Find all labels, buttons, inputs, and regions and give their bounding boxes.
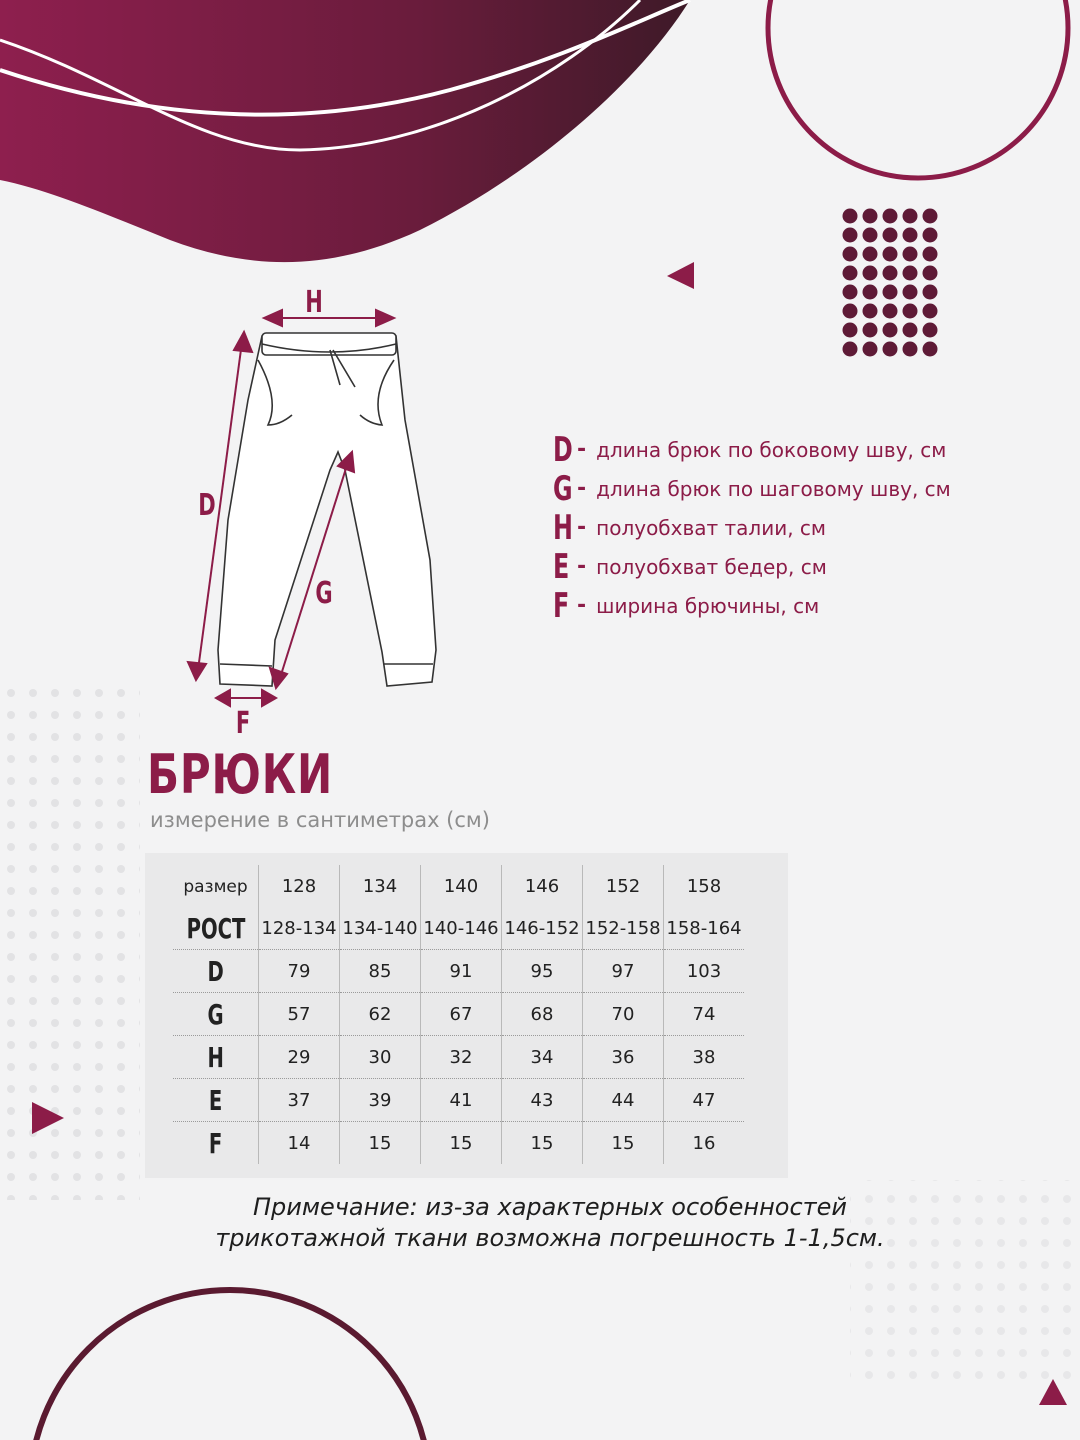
- grid-dot: [903, 304, 918, 319]
- pants-outline: [218, 333, 436, 686]
- table-row: [173, 993, 744, 1036]
- legend-letter: G: [553, 468, 573, 509]
- table-cell: 91: [421, 950, 502, 993]
- table-cell: 140: [421, 865, 502, 907]
- table-cell: 70: [583, 993, 664, 1036]
- legend-item: [553, 430, 1023, 469]
- table-cell: 134-140: [340, 907, 421, 950]
- grid-dot: [883, 266, 898, 281]
- table-cell: 68: [502, 993, 583, 1036]
- size-table-panel: [145, 853, 788, 1178]
- table-row: [173, 1122, 744, 1165]
- grid-dot: [863, 266, 878, 281]
- row-header: [173, 1122, 259, 1165]
- legend-letter: H: [553, 507, 573, 548]
- note-line-2: трикотажной ткани возможна погрешность 1-1,5см.: [215, 1224, 885, 1252]
- table-cell: 34: [502, 1036, 583, 1079]
- table-cell: 37: [259, 1079, 340, 1122]
- table-cell: 43: [502, 1079, 583, 1122]
- table-cell: 74: [664, 993, 745, 1036]
- table-cell: 158: [686, 875, 722, 897]
- grid-dot: [883, 285, 898, 300]
- table-cell: 95: [502, 950, 583, 993]
- grid-dot: [863, 323, 878, 338]
- grid-dot: [903, 266, 918, 281]
- row-header: [173, 950, 259, 993]
- table-cell: 36: [583, 1036, 664, 1079]
- size-table: [173, 865, 744, 1164]
- grid-dot: [843, 228, 858, 243]
- table-cell: 97: [583, 950, 664, 993]
- grid-dot: [883, 209, 898, 224]
- table-cell: 30: [340, 1036, 421, 1079]
- row-header-label: E: [208, 1083, 223, 1117]
- grid-dot: [863, 247, 878, 262]
- grid-dot: [903, 228, 918, 243]
- row-header-label: H: [207, 1040, 224, 1074]
- legend-item: [553, 547, 1023, 586]
- top-wave-shape: [0, 0, 690, 262]
- legend-item: [553, 469, 1023, 508]
- row-header-label: размер: [183, 876, 248, 897]
- grid-dot: [843, 323, 858, 338]
- legend-text: полуобхват бедер, см: [596, 554, 827, 579]
- grid-dot: [923, 247, 938, 262]
- row-header: [173, 993, 259, 1036]
- grid-dot: [923, 209, 938, 224]
- pants-diagram: [180, 280, 470, 750]
- table-cell: 134: [340, 865, 421, 907]
- legend-text: ширина брючины, см: [596, 593, 820, 618]
- legend-letter: D: [553, 429, 573, 470]
- table-cell: 15: [583, 1122, 664, 1165]
- table-cell: 15: [502, 1122, 583, 1165]
- bottom-left-circle: [30, 1290, 430, 1440]
- grid-dot: [863, 228, 878, 243]
- table-cell: 14: [259, 1122, 340, 1165]
- grid-dot: [903, 247, 918, 262]
- grid-dot: [923, 285, 938, 300]
- table-cell: 47: [664, 1079, 745, 1122]
- legend-text: длина брюк по боковому шву, см: [596, 437, 947, 462]
- table-cell: 146: [502, 865, 583, 907]
- table-cell: 146-152: [502, 907, 583, 950]
- table-cell: 140-146: [421, 907, 502, 950]
- table-cell: 15: [421, 1122, 502, 1165]
- row-header: [173, 1036, 259, 1079]
- row-header-label: G: [207, 997, 224, 1031]
- grid-dot: [843, 285, 858, 300]
- table-cell: 62: [340, 993, 421, 1036]
- table-row: [173, 865, 744, 907]
- grid-dot: [923, 304, 938, 319]
- label-g: G: [315, 576, 333, 611]
- table-cell: 41: [421, 1079, 502, 1122]
- row-header-label: F: [208, 1126, 223, 1160]
- table-cell: 128: [259, 865, 340, 907]
- table-cell: 44: [583, 1079, 664, 1122]
- grid-dot: [863, 304, 878, 319]
- grid-dot: [843, 304, 858, 319]
- table-cell: 103: [664, 950, 745, 993]
- table-cell: 16: [692, 1132, 716, 1154]
- table-row: [173, 1079, 744, 1122]
- grid-dot: [923, 266, 938, 281]
- row-header-label: D: [207, 954, 224, 988]
- row-header: [173, 1079, 259, 1122]
- legend-text: длина брюк по шаговому шву, см: [596, 476, 951, 501]
- triangle-bottom-right: [1039, 1379, 1067, 1405]
- legend-dash: -: [577, 437, 587, 462]
- label-f: F: [235, 706, 251, 741]
- table-cell: 38: [664, 1036, 745, 1079]
- note-line-1: Примечание: из-за характерных особенностей: [252, 1193, 848, 1221]
- grid-dot: [843, 209, 858, 224]
- grid-dot: [883, 323, 898, 338]
- table-cell: 15: [340, 1122, 421, 1165]
- legend-dash: -: [577, 554, 587, 579]
- triangle-top: [667, 262, 694, 289]
- legend-item: [553, 586, 1023, 625]
- dot-grid-decoration: [843, 209, 938, 357]
- grid-dot: [903, 342, 918, 357]
- label-d: D: [198, 488, 216, 523]
- grid-dot: [843, 247, 858, 262]
- grid-dot: [883, 228, 898, 243]
- grid-dot: [903, 209, 918, 224]
- grid-dot: [883, 342, 898, 357]
- legend-dash: -: [577, 476, 587, 501]
- label-h: H: [305, 285, 323, 320]
- grid-dot: [863, 342, 878, 357]
- grid-dot: [883, 304, 898, 319]
- legend-dash: -: [577, 593, 587, 618]
- table-cell: 158-164: [664, 907, 745, 950]
- legend-letter: E: [553, 546, 570, 587]
- grid-dot: [903, 323, 918, 338]
- grid-dot: [923, 228, 938, 243]
- table-cell: 39: [340, 1079, 421, 1122]
- grid-dot: [923, 342, 938, 357]
- measurement-legend: [553, 430, 1023, 625]
- page-title: БРЮКИ: [147, 743, 334, 806]
- table-cell: 85: [340, 950, 421, 993]
- table-cell: 32: [421, 1036, 502, 1079]
- grid-dot: [863, 209, 878, 224]
- row-header: [173, 865, 259, 907]
- table-cell: 128-134: [259, 907, 340, 950]
- table-cell: 29: [259, 1036, 340, 1079]
- grid-dot: [923, 323, 938, 338]
- legend-letter: F: [553, 585, 570, 626]
- dot-pattern-left: [0, 680, 140, 1200]
- table-row: [173, 1036, 744, 1079]
- table-row: [173, 907, 744, 950]
- row-header: [173, 907, 259, 950]
- table-cell: 79: [259, 950, 340, 993]
- table-cell: 152: [583, 865, 664, 907]
- top-right-circle: [768, 0, 1068, 178]
- legend-item: [553, 508, 1023, 547]
- row-header-label: РОСТ: [186, 911, 245, 945]
- table-cell: 152-158: [583, 907, 664, 950]
- table-row: [173, 950, 744, 993]
- table-cell: 57: [259, 993, 340, 1036]
- note: [150, 1192, 950, 1254]
- grid-dot: [903, 285, 918, 300]
- legend-text: полуобхват талии, см: [596, 515, 827, 540]
- page-subtitle: измерение в сантиметрах (см): [150, 808, 490, 832]
- grid-dot: [843, 342, 858, 357]
- grid-dot: [843, 266, 858, 281]
- grid-dot: [883, 247, 898, 262]
- legend-dash: -: [577, 515, 587, 540]
- grid-dot: [863, 285, 878, 300]
- table-cell: 67: [421, 993, 502, 1036]
